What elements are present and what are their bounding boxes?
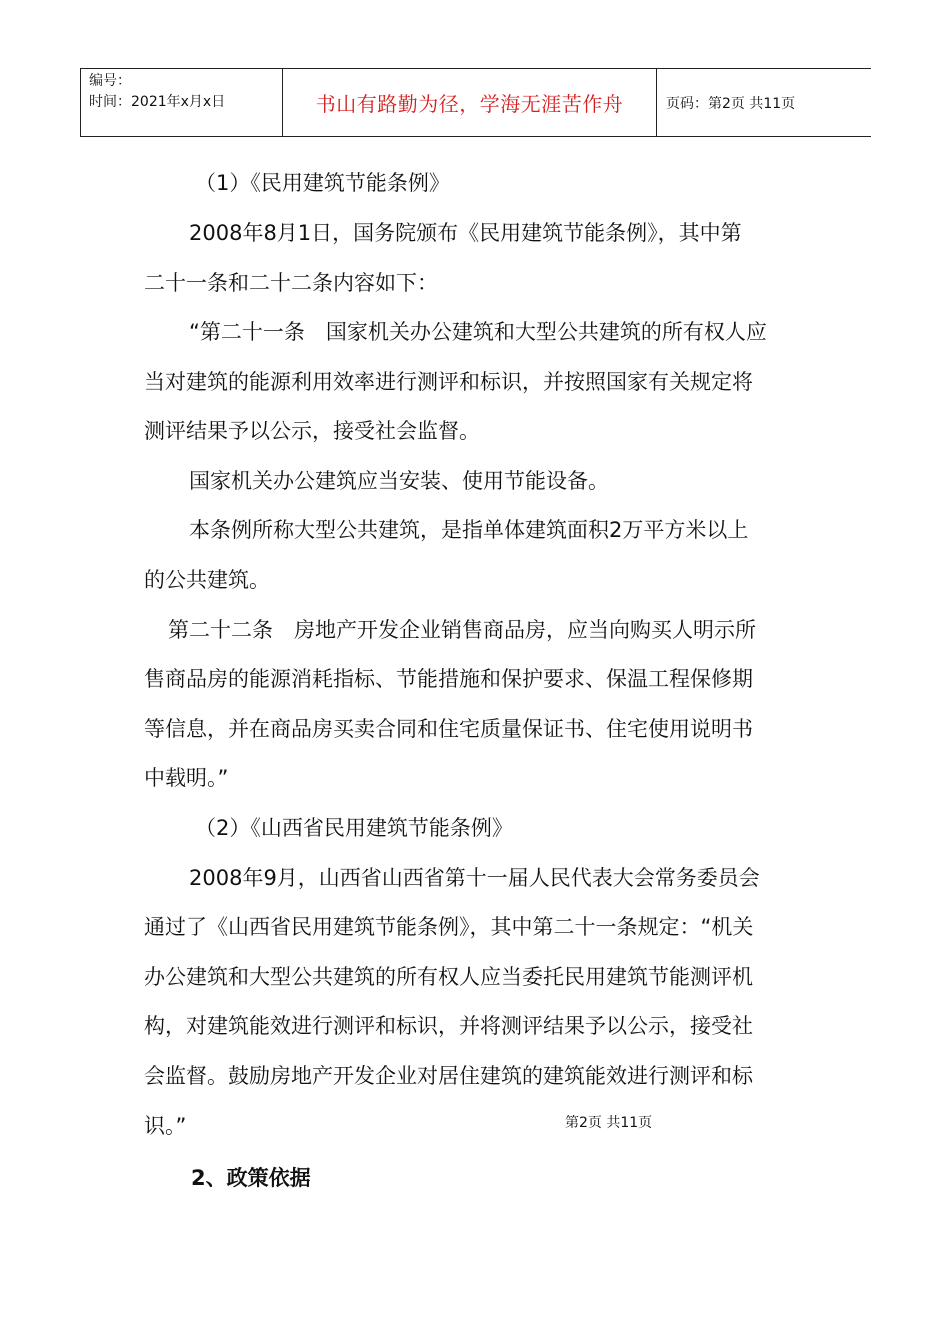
paragraph-line: 构，对建筑能效进行测评和标识，并将测评结果予以公示，接受社 xyxy=(144,1014,753,1038)
page-header xyxy=(80,68,871,137)
paragraph-line: 识。” xyxy=(144,1114,187,1138)
header-motto: 书山有路勤为径，学海无涯苦作舟 xyxy=(283,69,657,136)
paragraph-line: 会监督。鼓励房地产开发企业对居住建筑的建筑能效进行测评和标 xyxy=(144,1064,753,1088)
paragraph-line: 的公共建筑。 xyxy=(144,568,270,592)
paragraph-line: 当对建筑的能源利用效率进行测评和标识，并按照国家有关规定将 xyxy=(144,370,753,394)
paragraph-line: 2008年9月，山西省山西省第十一届人民代表大会常务委员会 xyxy=(189,866,760,890)
paragraph-line: “第二十一条 国家机关办公建筑和大型公共建筑的所有权人应 xyxy=(189,320,767,344)
document-number-label: 编号： xyxy=(89,73,131,89)
paragraph-line: 二十一条和二十二条内容如下： xyxy=(144,271,438,295)
paragraph-line: 办公建筑和大型公共建筑的所有权人应当委托民用建筑节能测评机 xyxy=(144,965,753,989)
section-heading: 2、政策依据 xyxy=(191,1166,311,1190)
paragraph-line: 本条例所称大型公共建筑，是指单体建筑面积2万平方米以上 xyxy=(189,518,749,542)
paragraph-line: 售商品房的能源消耗指标、节能措施和保护要求、保温工程保修期 xyxy=(144,667,753,691)
document-time-label: 时间：2021年x月x日 xyxy=(89,94,226,110)
subsection-heading-2: （2）《山西省民用建筑节能条例》 xyxy=(195,816,513,840)
paragraph-line: 第二十二条 房地产开发企业销售商品房，应当向购买人明示所 xyxy=(168,618,756,642)
paragraph-line: 等信息，并在商品房买卖合同和住宅质量保证书、住宅使用说明书 xyxy=(144,717,753,741)
paragraph-line: 中载明。” xyxy=(144,766,229,790)
header-page-info: 页码：第2页 共11页 xyxy=(666,95,796,112)
paragraph-line: 国家机关办公建筑应当安装、使用节能设备。 xyxy=(189,469,609,493)
paragraph-line: 测评结果予以公示，接受社会监督。 xyxy=(144,419,480,443)
subsection-heading-1: （1）《民用建筑节能条例》 xyxy=(195,171,450,195)
header-meta xyxy=(81,69,283,136)
paragraph-line: 通过了《山西省民用建筑节能条例》，其中第二十一条规定：“机关 xyxy=(144,915,754,939)
paragraph-line: 2008年8月1日，国务院颁布《民用建筑节能条例》，其中第 xyxy=(189,221,742,245)
page-footer: 第2页 共11页 xyxy=(565,1115,653,1131)
